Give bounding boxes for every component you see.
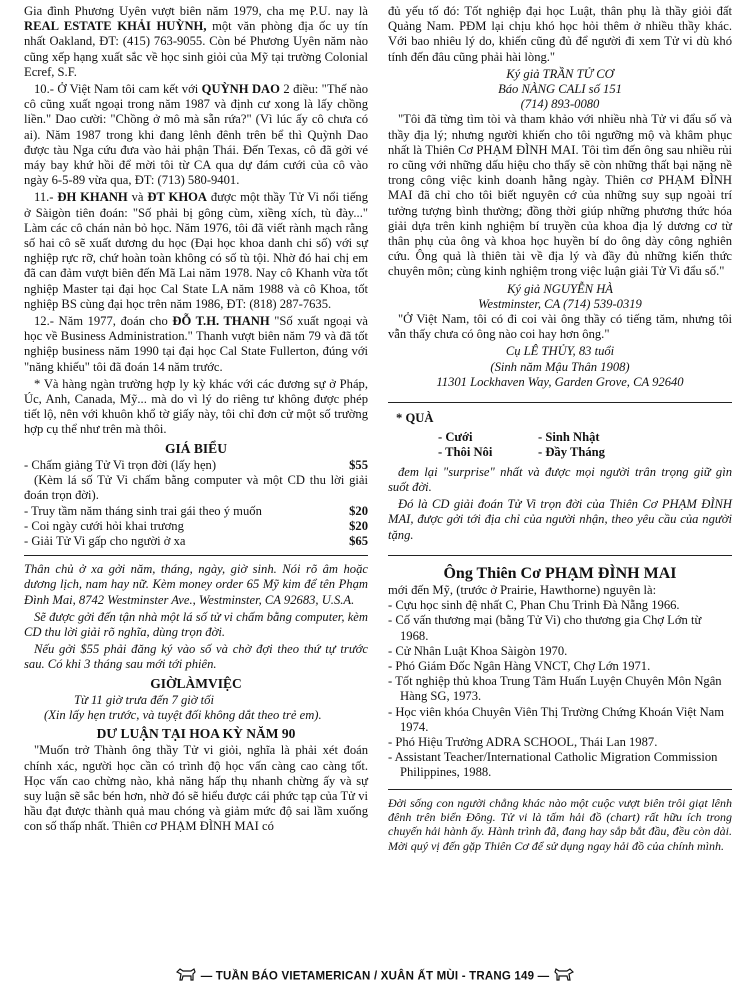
case-12: 12.- Năm 1977, đoán cho ĐỖ T.H. THANH "Số xuất ngoại và học về Business Administration." Thanh vượt biên năm 79 và đã tốt nghiệp business năm 1990 tại đại học Cal State Fullerton, đúng với "năng khiếu" tôi đã đoán 14 năm trước.	[24, 314, 369, 374]
signature-name: Ký giả NGUYỄN HÀ	[506, 281, 613, 296]
signature-phone: (714) 893-0080	[520, 97, 600, 112]
price-list	[24, 458, 368, 549]
bio-item: - Cựu học sinh đệ nhất C, Phan Chu Trinh Đà Nẵng 1966.	[388, 598, 680, 613]
signature-name: Cụ LÊ THỦY, 83 tuổi	[505, 344, 615, 359]
bio-item: - Phó Giám Đốc Ngân Hàng VNCT, Chợ Lớn 1971.	[388, 658, 651, 673]
price-row: - Chấm giảng Tử Vi trọn đời (lấy hẹn) $55	[24, 457, 368, 472]
bio-item: - Cố vấn thương mại (bằng Tử Vi) cho thương gia Chợ Lớn từ 1968.	[388, 613, 702, 643]
gift-item: - Đầy Tháng	[538, 445, 605, 460]
price-row: - Coi ngày cưới hỏi khai trương $20	[24, 518, 368, 533]
testimonial: "Ở Việt Nam, tôi có đi coi vài ông thầy có tiếng tăm, nhưng tôi vẫn thấy chưa có ông nào coi hay hơn ông."	[388, 312, 732, 342]
dog-icon	[175, 966, 197, 987]
signature-address: 11301 Lockhaven Way, Garden Grove, CA 92640	[436, 374, 684, 389]
text: Gia đình Phương Uyên vượt biên năm 1979, cha mẹ P.U. nay là	[24, 4, 368, 18]
divider	[388, 555, 732, 556]
business-name: REAL ESTATE KHẢI HUỲNH,	[24, 19, 207, 34]
hours-note: (Xin lấy hẹn trước, và tuyệt đối không dắt theo trẻ em).	[44, 707, 322, 722]
bio-item: - Tốt nghiệp thủ khoa Trung Tâm Huấn Luyện Chuyên Môn Ngân Hàng SG, 1973.	[388, 674, 722, 704]
left-column	[24, 4, 368, 837]
client-name: QUỲNH DAO	[201, 82, 280, 97]
right-column	[388, 4, 732, 855]
paragraph-intro	[24, 4, 368, 80]
signature-birth: (Sinh năm Mậu Thân 1908)	[490, 359, 630, 374]
opinion-quote-continued: đủ yếu tố đó: Tốt nghiệp đại học Luật, thân phụ là thầy giỏi đất Quảng Nam. PĐM lại chịu khó học hỏi thêm ở nhiều thầy khác. Với bao nhiêu lý do, khiến cũng đủ để người đi xem Tử vi dù khó tính đến đâu cũng phải hài lòng."	[388, 4, 732, 64]
testimonial: "Tôi đã từng tìm tòi và tham khảo với nhiều nhà Tử vi đẩu số và thầy địa lý; nhưng người khiến cho tôi ngưỡng mộ và khâm phục nhất là Thiên Cơ PHẠM ĐÌNH MAI. Tôi tìm đến ông sau nhiều rủi ro cũng với những dấu hiệu cho thấy sẽ còn những thất bại nặng nề trong công việc kinh doanh hằng ngày. Thiên cơ PHẠM ĐÌNH MAI đã chỉ cho tôi biết nguyên cớ của những suy sụp ngoài trí tưởng tượng bình thường; đồng thời giúp những phương thức hóa giải dựa trên kinh nghiệm bí truyền của khoa địa lý dương cơ từ thân phụ của ông và khoa học huyền bí do ông dày công nghiên cứu. Ông quả là thiên tài về địa lý và đầy đủ những kiến thức chuyên môn; cùng kinh nghiệm trong việc luận giải Tử Vi đẩu số."	[388, 112, 732, 279]
bio-item: - Assistant Teacher/International Catholic Migration Commission Philippines, 1988.	[388, 750, 718, 780]
price-note: (Kèm lá số Tử Vi chấm bằng computer và một CD thu lời giải đoán trọn đời).	[24, 473, 368, 503]
bio-item: - Phó Hiệu Trưởng ADRA SCHOOL, Thái Lan 1987.	[388, 734, 658, 749]
divider	[388, 402, 732, 403]
other-cases: * Và hàng ngàn trường hợp ly kỳ khác với các đương sự ở Pháp, Úc, Anh, Canada, Mỹ... mà do vì lý do riêng tư không được phép tiết lộ, nên với khuôn khổ tờ giấy này, tôi chỉ đơn cử một số trường hợp cụ thể như trên mà thôi.	[24, 376, 368, 437]
gift-item: - Cưới	[438, 430, 473, 445]
footer-text: — TUẦN BÁO VIETAMERICAN / XUÂN ẤT MÙI - TRANG 149 —	[200, 970, 550, 983]
signature-name: Ký giả TRẦN TỬ CƠ	[506, 66, 614, 81]
page-footer	[0, 966, 750, 987]
signature-address: Westminster, CA (714) 539-0319	[478, 296, 642, 311]
hours-text: Từ 11 giờ trưa đến 7 giờ tối	[74, 692, 214, 707]
gift-item: - Thôi Nôi	[438, 445, 493, 460]
bio-item: - Cử Nhân Luật Khoa Sàigòn 1970.	[388, 643, 568, 658]
hours-title: GIỜLÀMVIỆC	[150, 675, 242, 691]
order-instructions: Nếu gởi $55 phải đăng ký vào số và chờ đợi theo thứ tự trước sau. Có khi 3 tháng sau mới tới phiên.	[24, 642, 368, 672]
price-list-title: GIÁ BIỂU	[165, 440, 227, 456]
opinion-quote: "Muốn trở Thành ông thầy Tử vi giỏi, nghĩa là phải xét đoán chính xác, người học cần có trình độ học vấn càng cao càng tốt. Học vấn cao chừng nào, khả năng hấp thụ nhanh chừng ấy và sự suy luận sẽ sắc bén hơn, nhờ đó sẽ hiểu được cái phức tạp của Tử vi hầu đạt được thành quả mau chóng và giảm mức độ sai lầm xuống con số thấp nhất. Thiên cơ PHẠM ĐÌNH MAI có	[24, 743, 368, 834]
gift-item: - Sinh Nhật	[538, 430, 600, 445]
text: một văn phòng địa ốc uy tín nhất Oakland, ĐT: (415) 763-9055. Còn bé Phương Uyên năm nào cũng xếp hạng xuất sắc về học sinh giỏi của Mỹ tại trường Colonial Ecref, S.F.	[24, 19, 368, 79]
price-row: - Giải Tử Vi gấp cho người ở xa $65	[24, 533, 368, 548]
divider	[24, 555, 368, 556]
bio-title: Ông Thiên Cơ PHẠM ĐÌNH MAI	[443, 564, 677, 582]
order-instructions: Sẽ được gởi đến tận nhà một lá số tử vi chấm bằng computer, kèm CD thu lời giải rõ nghĩa, dùng trọn đời.	[24, 609, 368, 639]
divider	[388, 789, 732, 790]
case-11: 11.- ĐH KHANH và ĐT KHOA được một thầy Tử Vi nổi tiếng ở Sàigòn tiên đoán: "Số phải bị gông cùm, xiềng xích, tù đày..." Làm các cô chán nản bỏ học. Năm 1976, tôi đã viết rành mạch rằng số hai cô sẽ xuất dương du học (Đại học khoa danh chi số) với sự nghiệp rực rỡ, chứ hoàn toàn không có số tù tội. Nhờ đó hai chị em đã can đảm vượt biên đến Mã Lai năm 1978. Nay cô Khanh vừa tốt nghiệp Master tại đại học Cal State LA năm 1988 và cô Khoa, tốt nghiệp BS cùng đại học trên năm 1986, ĐT: (818) 287-7635.	[24, 190, 369, 311]
bio-item: - Học viên khóa Chuyên Viên Thị Trường Chứng Khoán Việt Nam 1974.	[388, 704, 725, 734]
signature-org: Báo NÀNG CALI số 151	[498, 82, 622, 97]
price-row: - Truy tầm năm tháng sinh trai gái theo ý muốn $20	[24, 503, 368, 518]
order-instructions: Thân chủ ở xa gởi năm, tháng, ngày, giờ sinh. Nói rõ âm hoặc dương lịch, nam hay nữ. Kèm money order 65 Mỹ kim để tên Phạm Đình Mai, 8742 Westminster Ave., Westminster, CA 92683, U.S.A.	[24, 562, 368, 607]
client-name: ĐH KHANH	[57, 190, 128, 205]
dog-icon	[553, 966, 575, 987]
client-name: ĐT KHOA	[147, 190, 208, 205]
bio-list	[388, 598, 732, 780]
case-10: 10.- Ở Việt Nam tôi cam kết với QUỲNH DAO 2 điều: "Thế nào cô cũng xuất ngoại trong năm 1987 và định cư xong là lấy chồng liền." Dao cười: "Chồng ở mô mà sẵn rứa?" (Vì lúc ấy cô chưa có ai). Năm 1987 trong khi đang lênh đênh trên bể thì Quỳnh Dao được tàu Nga cứu đưa vào hải phận Thái. Đến Texas, cô đã gởi vé máy bay khứ hồi để mời tôi từ CA qua dự đám cưới của cô vào ngày 6-5-89 vừa qua, ĐT: (713) 580-9401.	[24, 82, 369, 188]
gift-text: Đó là CD giải đoán Tử Vi trọn đời của Thiên Cơ PHẠM ĐÌNH MAI, được gởi tới địa chỉ của người nhận, theo yêu cầu của người tặng.	[388, 497, 732, 542]
bio-intro: mới đến Mỹ, (trước ở Prairie, Hawthorne) nguyên là:	[388, 582, 657, 597]
client-name: ĐỖ T.H. THANH	[172, 314, 270, 329]
closing-text: Đời sống con người chẳng khác nào một cuộc vượt biên trôi giạt lênh đênh trên biển Đông. Tử vi là tấm hải đồ (chart) rất hữu ích trong chuyến hải hành ấy. Hành trình đã, đang hay sắp bắt đầu, đều còn dài. Mời quý vị đến gặp Thiên Cơ để sử dụng ngay hải đồ của chính mình.	[388, 795, 732, 853]
opinion-title: DƯ LUẬN TẠI HOA KỲ NĂM 90	[96, 726, 296, 742]
gift-text: đem lại "surprise" nhất và được mọi người trân trọng giữ gìn suốt đời.	[388, 464, 732, 494]
gift-title: * QUÀ	[396, 411, 434, 426]
gift-occasions	[438, 430, 732, 460]
